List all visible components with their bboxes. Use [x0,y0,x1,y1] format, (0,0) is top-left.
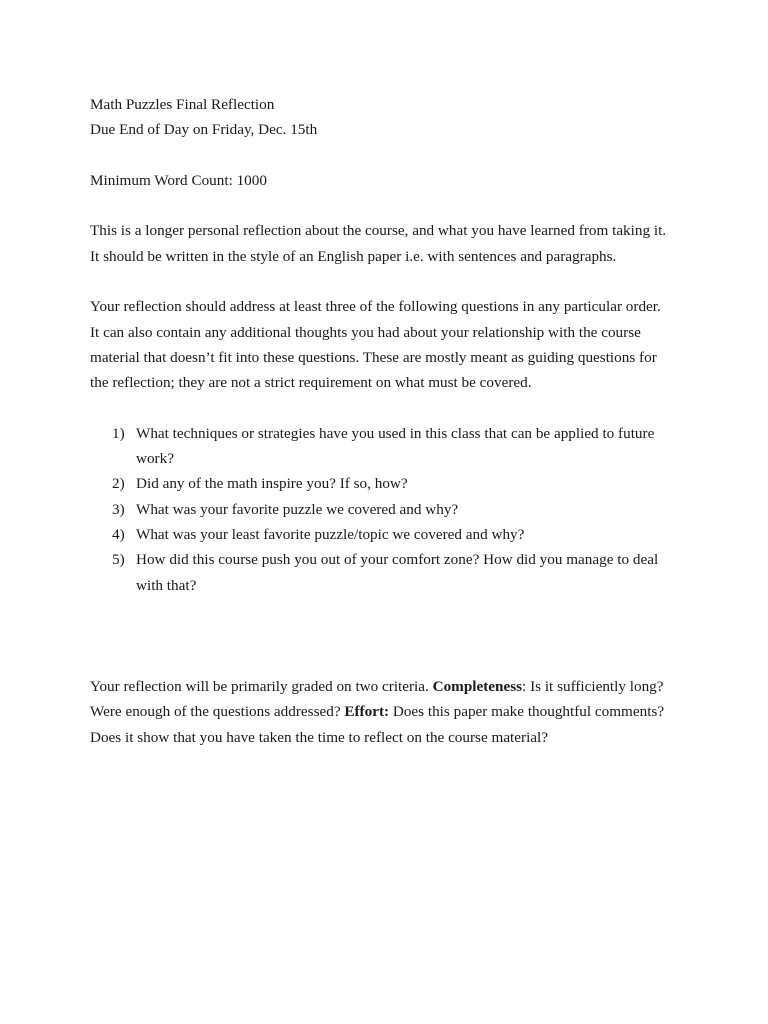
guidance-line: It can also contain any additional thoughts you had about your relationship with the course [90,323,641,341]
list-item [90,471,690,496]
question-line: What was your least favorite puzzle/topic we covered and why? [136,526,525,544]
grading-text: Your reflection will be primarily graded on two criteria. [90,677,433,695]
question-number: 5) [112,551,125,569]
question-number: 3) [112,500,125,518]
intro-line: It should be written in the style of an English paper i.e. with sentences and paragraphs. [90,247,617,265]
question-number: 4) [112,526,125,544]
guidance-paragraph [90,294,690,395]
question-line: What techniques or strategies have you used in this class that can be applied to future [136,424,655,442]
word-count: Minimum Word Count: 1000 [90,171,267,189]
grading-line: Does it show that you have taken the time to reflect on the course material? [90,728,548,746]
grading-line [90,699,690,724]
guidance-line: material that doesn’t fit into these questions. These are mostly meant as guiding questions for [90,348,657,366]
grading-paragraph [90,674,690,750]
document-body [90,92,690,750]
document-title: Math Puzzles Final Reflection [90,96,275,113]
list-item [90,497,690,522]
intro-line: This is a longer personal reflection about the course, and what you have learned from taking it. [90,222,667,240]
question-line: What was your favorite puzzle we covered and why? [136,500,459,518]
due-date: Due End of Day on Friday, Dec. 15th [90,121,318,139]
grading-text: Does this paper make thoughtful comments? [389,703,665,721]
question-text [136,421,690,472]
grading-line [90,674,690,699]
guidance-line: the reflection; they are not a strict requirement on what must be covered. [90,374,532,392]
question-text [136,497,690,522]
question-number: 2) [112,475,125,493]
list-item [90,522,690,547]
question-text [136,547,690,598]
grading-text: Were enough of the questions addressed? [90,703,345,721]
question-line: Did any of the math inspire you? If so, how? [136,475,408,493]
question-line: How did this course push you out of your comfort zone? How did you manage to deal [136,551,659,569]
guidance-line: Your reflection should address at least three of the following questions in any particular order. [90,298,661,316]
intro-paragraph [90,218,690,269]
question-line: work? [136,450,174,468]
list-item [90,421,690,472]
grading-text: : Is it sufficiently long? [522,677,664,695]
question-list [90,421,690,598]
question-text [136,471,690,496]
completeness-label: Completeness [432,677,523,695]
effort-label: Effort: [344,703,390,721]
question-text [136,522,690,547]
question-line: with that? [136,576,197,594]
list-item [90,547,690,598]
question-number: 1) [112,424,125,442]
